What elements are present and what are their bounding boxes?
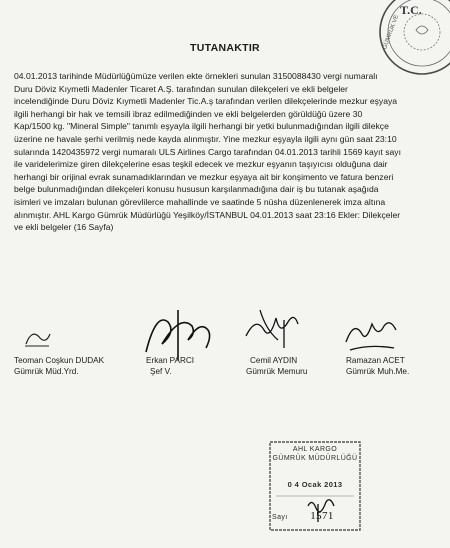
document-body — [14, 70, 440, 234]
stamp-line-1: AHL KARGO — [292, 446, 338, 453]
signatory-name: Ramazan ACET — [346, 356, 405, 365]
seal-ring-text: GÜMRÜK VE — [382, 14, 401, 51]
signatory-name: Cemil AYDIN — [250, 356, 298, 365]
document-title: TUTANAKTIR — [190, 42, 260, 54]
body-line: isimleri ve imzaları bulunan görevlilerce mahallinde ve saatinde 5 nüsha düzenlenerek imza altına — [14, 196, 386, 207]
body-line: herhangi bir orijinal evrak sunamadıklarından ve mezkur eşyaya ait bir konşimento ve fatura benzeri — [14, 171, 394, 182]
signatory-title: Gümrük Memuru — [246, 367, 308, 376]
signatory-name: Erkan PARCI — [146, 356, 195, 365]
body-line: alınmıştır. AHL Kargo Gümrük Müdürlüğü Yeşilköy/İSTANBUL 04.01.2013 saat 23:16 Ekler: Dilekçeler — [14, 209, 401, 220]
stamp-number-label: Sayı — [272, 514, 288, 521]
signature-ramazan-acet — [340, 312, 410, 358]
signatory-title: Gümrük Muh.Me. — [346, 367, 410, 376]
initial-mark — [22, 326, 52, 348]
signatory-3 — [246, 355, 308, 377]
stamp-date: 0 4 Ocak 2013 — [287, 480, 343, 489]
body-line: belge bulunmadığından dilekçeleri konusu hususun karşılanmadığına dair iş bu tutanak aşağıda — [14, 184, 379, 195]
body-line: ve ekli belgeler (16 Sayfa) — [14, 222, 114, 233]
body-line: 04.01.2013 tarihinde Müdürlüğümüze verilen ekte örnekleri sunulan 3150088430 vergi numaralı — [14, 71, 378, 81]
signatory-4 — [346, 355, 409, 377]
official-seal — [376, 0, 450, 78]
body-line: ile varidelerimize giren dilekçelerine esas teşkil edecek ve mezkur eşyanın taşıyıcısı olduğuna dair — [14, 159, 388, 170]
signatory-1 — [14, 355, 104, 377]
signatory-2 — [146, 355, 194, 377]
stamp-number: 1571 — [310, 510, 334, 522]
body-line: ilgili herhangi bir hak ve temsili ibraz edilmediğinden ve ekli belgelerden görüldüğü üzere 30 — [14, 108, 363, 119]
body-line: Kap/1500 kg. "Mineral Simple" tanımlı eşyayla ilgili herhangi bir yetki bulunmadığından ilgili dilekçe — [14, 121, 389, 132]
stamp-line-2: GÜMRÜK MÜDÜRLÜĞÜ — [272, 455, 358, 462]
signatory-title: Gümrük Müd.Yrd. — [14, 367, 79, 376]
signatory-name: Teoman Coşkun DUDAK — [14, 356, 105, 365]
received-stamp — [268, 440, 362, 532]
body-line: incelendiğinde Duru Döviz Kıymetli Madenler Tic.A.ş tarafından verilen dilekçelerinde mezkur eşyaya — [14, 96, 398, 107]
signature-cemil-aydin — [240, 302, 320, 357]
body-line: üzerine ne havale şerhi verilmiş nede kayda alınmıştır. Yine mezkur eşyayla ilgili aynı gün saat 23:10 — [14, 133, 397, 144]
seal-text: T.C. — [400, 3, 422, 17]
signatory-title: Şef V. — [150, 367, 172, 376]
body-line: Duru Döviz Kıymetli Madenler Ticaret A.Ş. tarafından sunulan dilekçeleri ve ekli belgeler — [14, 83, 348, 94]
body-line: sularında 1420435972 vergi numaralı ULS Airlines Cargo tarafından 04.01.2013 tarihli 1569 kayıt sayı — [14, 146, 401, 157]
